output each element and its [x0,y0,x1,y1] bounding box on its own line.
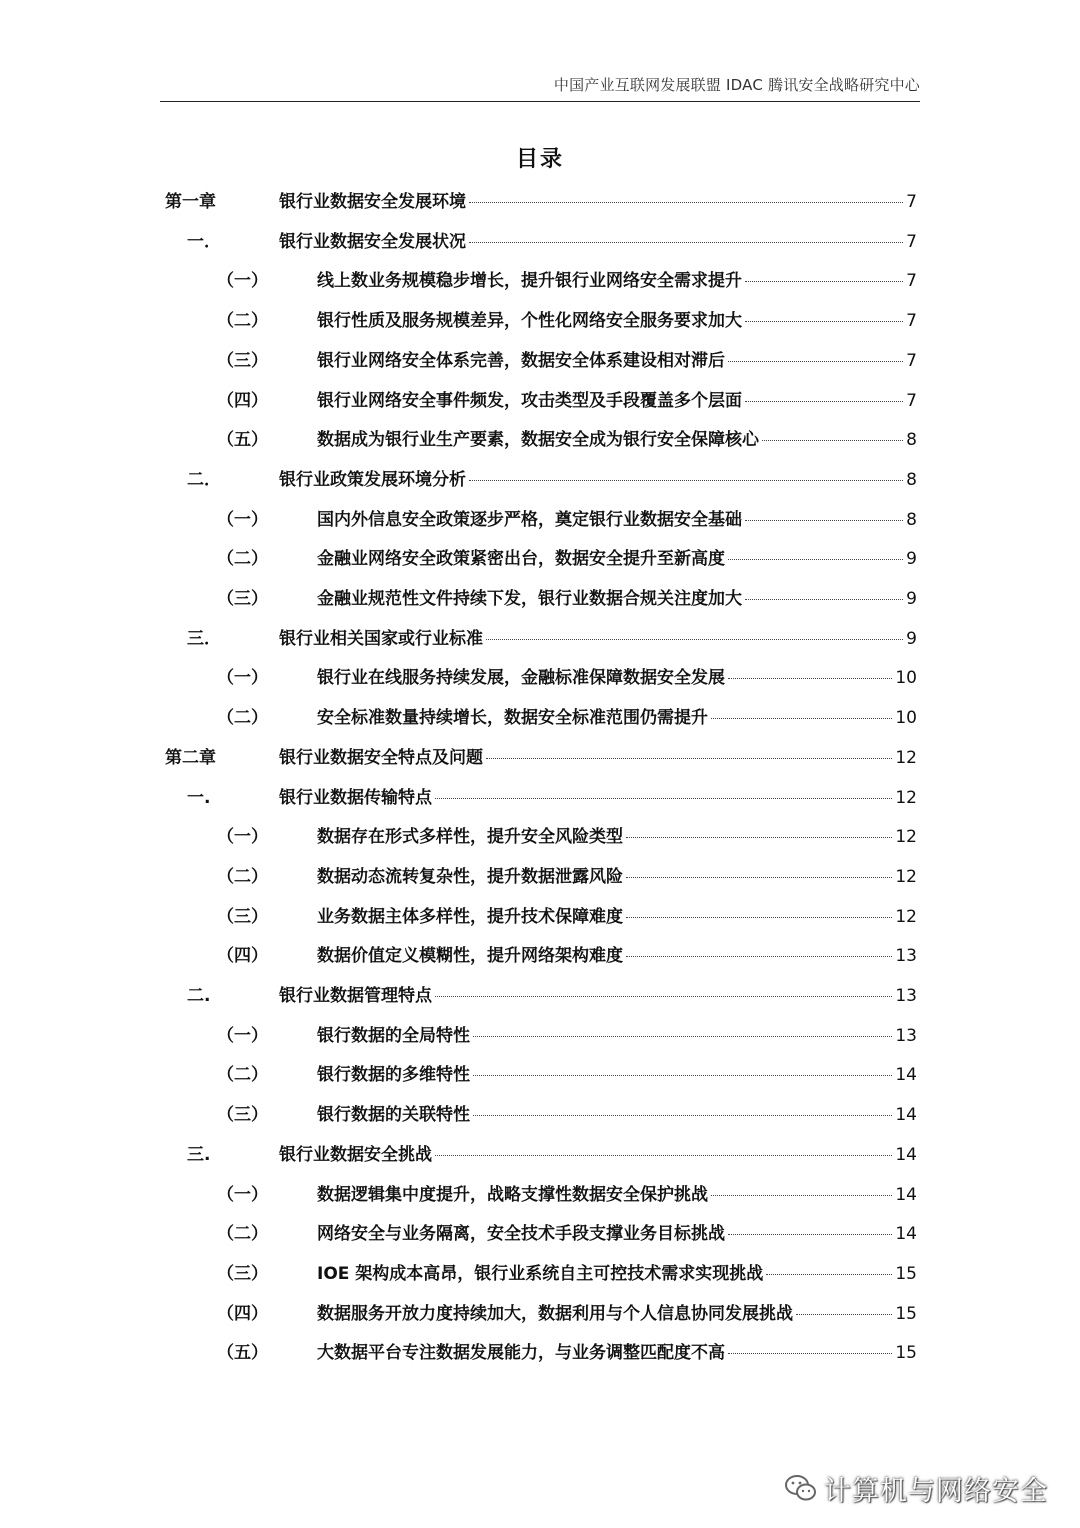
toc-leader-dots [711,718,892,719]
toc-entry-page: 7 [906,271,917,292]
toc-entry-page: 15 [895,1343,917,1364]
toc-entry-title: 银行业在线服务持续发展，金融标准保障数据安全发展 [317,668,725,689]
toc-entry-number: （四） [217,390,268,411]
toc-entry-page: 12 [895,866,917,887]
toc-entry-page: 7 [906,192,917,212]
toc-entry-number: （一） [217,668,268,689]
toc-entry-page: 14 [895,1224,917,1245]
toc-entry[interactable] [165,381,917,421]
toc-entry-title: 银行业数据管理特点 [279,986,432,1006]
toc-entry-number: （三） [217,906,268,927]
toc-entry-number: （三） [217,1105,268,1126]
toc-entry-page: 14 [895,1144,917,1165]
toc-entry-title: 银行数据的关联特性 [317,1105,470,1126]
toc-leader-dots [745,520,903,521]
toc-leader-dots [469,242,903,243]
toc-entry-title: 数据成为银行业生产要素，数据安全成为银行安全保障核心 [317,430,759,451]
toc-entry-title: 银行业网络安全事件频发，攻击类型及手段覆盖多个层面 [317,390,742,411]
toc-entry-page: 14 [895,1065,917,1086]
toc-leader-dots [469,202,903,203]
header-text: 中国产业互联网发展联盟 IDAC 腾讯安全战略研究中心 [553,76,920,94]
toc-entry-number: （四） [217,1303,268,1324]
toc-entry-page: 12 [895,906,917,927]
toc-entry[interactable] [165,341,917,381]
toc-entry-title: 数据存在形式多样性，提升安全风险类型 [317,827,623,848]
toc-entry[interactable] [165,698,917,738]
toc-leader-dots [435,996,892,997]
toc-leader-dots [626,956,892,957]
toc-leader-dots [711,1195,892,1196]
toc-entry-title: 数据服务开放力度持续加大，数据利用与个人信息协同发展挑战 [317,1303,793,1324]
toc-entry-number: （一） [217,509,268,530]
toc-entry-number: （三） [217,1263,268,1284]
toc-entry-page: 12 [895,747,917,768]
toc-entry-title: 数据动态流转复杂性，提升数据泄露风险 [317,866,623,887]
toc-entry-number: （二） [217,1224,268,1245]
toc-entry-page: 15 [895,1263,917,1284]
toc-entry-title: 银行业网络安全体系完善，数据安全体系建设相对滞后 [317,350,725,371]
toc-entry-number: （一） [217,827,268,848]
toc-entry-page: 9 [906,589,917,609]
toc-entry-number: （三） [217,589,268,609]
toc-entry-number: （二） [217,549,268,570]
toc-entry-page: 7 [906,311,917,332]
toc-leader-dots [766,1274,892,1275]
toc-entry-title: 银行业数据安全发展状况 [279,231,466,252]
toc-entry-number: 第二章 [165,747,216,768]
toc-entry-number: （三） [217,350,268,371]
toc-entry[interactable] [165,261,917,301]
toc-entry-number: 三． [187,628,221,649]
toc-entry[interactable] [165,420,917,460]
toc-entry[interactable] [165,936,917,976]
toc-entry-number: （五） [217,1343,268,1364]
toc-entry-number: 第一章 [165,192,216,212]
toc-entry-number: 三. [187,1144,211,1165]
toc-leader-dots [728,1234,892,1235]
toc-leader-dots [486,639,903,640]
toc-leader-dots [473,1075,892,1076]
toc-entry-page: 10 [895,668,917,689]
toc-entry-page: 7 [906,350,917,371]
toc-entry-title: IOE 架构成本高昂，银行业系统自主可控技术需求实现挑战 [317,1263,764,1284]
toc-entry-title: 银行性质及服务规模差异，个性化网络安全服务要求加大 [317,311,742,332]
page-header [160,74,920,102]
toc-entry-title: 金融业网络安全政策紧密出台，数据安全提升至新高度 [317,549,725,570]
toc-entry-number: （二） [217,708,268,729]
watermark-text: 计算机与网络安全 [824,1475,1048,1507]
toc-leader-dots [435,798,892,799]
toc-leader-dots [796,1314,892,1315]
toc-entry-title: 银行业数据安全挑战 [279,1144,432,1165]
toc-entry[interactable] [165,1135,917,1175]
toc-entry-page: 13 [895,946,917,967]
toc-entry[interactable] [165,222,917,262]
toc-entry[interactable] [165,182,917,222]
toc-leader-dots [745,281,903,282]
toc-entry-page: 10 [895,708,917,729]
toc-entry-title: 线上数业务规模稳步增长，提升银行业网络安全需求提升 [317,271,742,292]
toc-entry[interactable] [165,658,917,698]
toc-entry[interactable] [165,1333,917,1373]
toc-leader-dots [626,837,892,838]
toc-entry-title: 网络安全与业务隔离，安全技术手段支撑业务目标挑战 [317,1224,725,1245]
toc-entry[interactable] [165,579,917,619]
toc-entry[interactable] [165,778,917,818]
toc-entry-page: 8 [906,509,917,530]
toc-leader-dots [728,361,903,362]
toc-entry-page: 8 [906,469,917,490]
toc-leader-dots [435,1155,892,1156]
toc-leader-dots [728,678,892,679]
toc-entry[interactable] [165,1095,917,1135]
toc-entry-number: 二. [187,986,211,1006]
toc-leader-dots [486,758,892,759]
toc-entry[interactable] [165,1254,917,1294]
toc-entry-title: 安全标准数量持续增长，数据安全标准范围仍需提升 [317,708,708,729]
toc-entry[interactable] [165,1294,917,1334]
watermark [784,1468,1048,1508]
toc-entry-page: 13 [895,1025,917,1046]
toc-entry[interactable] [165,897,917,937]
toc-entry-number: 二． [187,469,221,490]
toc-title: 目录 [515,147,564,172]
toc-entry-title: 国内外信息安全政策逐步严格，奠定银行业数据安全基础 [317,509,742,530]
toc-leader-dots [728,1353,892,1354]
wechat-icon [784,1473,818,1503]
toc-entry-page: 9 [906,628,917,649]
toc-entry-number: （五） [217,430,268,451]
toc-entry[interactable] [165,301,917,341]
toc-entry-title: 银行业数据传输特点 [279,787,432,808]
toc-entry-number: 一. [187,787,211,808]
toc-entry[interactable] [165,857,917,897]
toc-entry-title: 银行业数据安全特点及问题 [279,747,483,768]
toc-leader-dots [626,877,892,878]
toc-leader-dots [626,917,892,918]
toc-entry[interactable] [165,976,917,1016]
toc-entry-title: 银行业政策发展环境分析 [279,469,466,490]
toc-entry-page: 13 [895,986,917,1006]
toc-entry[interactable] [165,1175,917,1215]
toc-entry-number: （二） [217,866,268,887]
toc-entry[interactable] [165,817,917,857]
toc-entry[interactable] [165,738,917,778]
toc-entry-title: 银行业数据安全发展环境 [279,192,466,212]
toc-leader-dots [745,401,903,402]
toc-entry-title: 大数据平台专注数据发展能力，与业务调整匹配度不高 [317,1343,725,1364]
toc-leader-dots [745,599,903,600]
toc-entry-page: 7 [906,390,917,411]
toc-entry-title: 数据逻辑集中度提升，战略支撑性数据安全保护挑战 [317,1184,708,1205]
toc-entry[interactable] [165,500,917,540]
toc-entry-page: 14 [895,1105,917,1126]
toc-entry[interactable] [165,1055,917,1095]
toc-entry[interactable] [165,1016,917,1056]
toc-entry-title: 数据价值定义模糊性，提升网络架构难度 [317,946,623,967]
toc-leader-dots [473,1036,892,1037]
toc-entry-page: 9 [906,549,917,570]
toc-entry[interactable] [165,460,917,500]
toc-entry-title: 金融业规范性文件持续下发，银行业数据合规关注度加大 [317,589,742,609]
toc-entry-number: （二） [217,1065,268,1086]
toc-entry[interactable] [165,619,917,659]
toc-entry-number: 一． [187,231,221,252]
toc-leader-dots [469,480,903,481]
toc-entry-number: （一） [217,1184,268,1205]
toc-leader-dots [745,321,903,322]
toc-entry-page: 15 [895,1303,917,1324]
toc-entry-page: 12 [895,827,917,848]
header-rule [160,101,920,102]
toc-entry-page: 14 [895,1184,917,1205]
toc-entry-title: 银行业相关国家或行业标准 [279,628,483,649]
toc-entry-number: （一） [217,1025,268,1046]
toc-entry[interactable] [165,539,917,579]
toc-leader-dots [728,559,903,560]
toc-entry[interactable] [165,1214,917,1254]
toc-entry-number: （一） [217,271,268,292]
toc-entry-title: 业务数据主体多样性，提升技术保障难度 [317,906,623,927]
toc-leader-dots [473,1115,892,1116]
toc-entry-page: 7 [906,231,917,252]
toc-entry-number: （二） [217,311,268,332]
toc-entry-number: （四） [217,946,268,967]
toc-entry-page: 12 [895,787,917,808]
toc-entry-title: 银行数据的多维特性 [317,1065,470,1086]
toc-entry-title: 银行数据的全局特性 [317,1025,470,1046]
toc-leader-dots [762,440,903,441]
toc-entry-page: 8 [906,430,917,451]
